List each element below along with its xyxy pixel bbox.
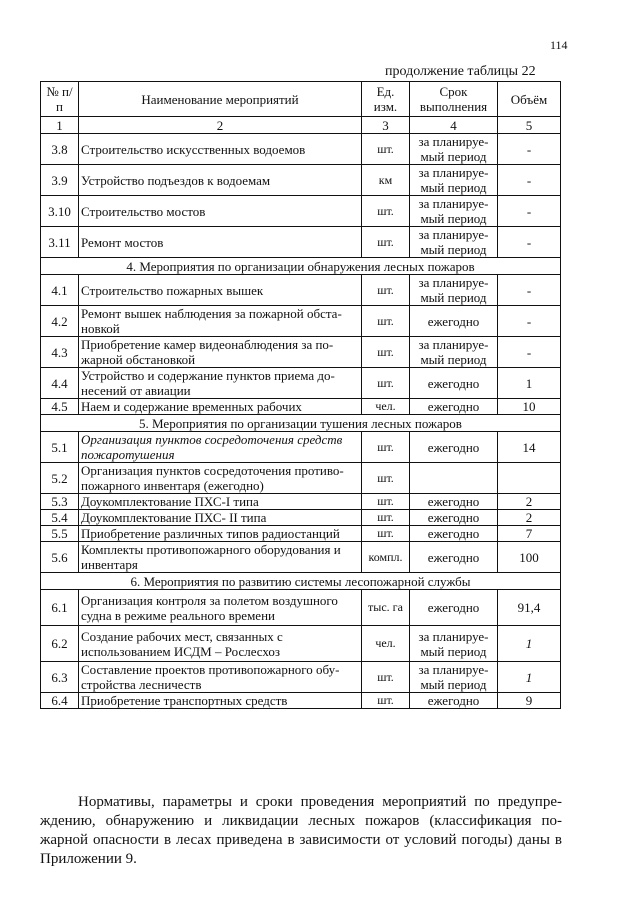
table-row — [41, 306, 561, 337]
table-row — [41, 432, 561, 463]
row-name: Составление проектов противопожарного обу-стройства лесничеств — [79, 662, 362, 693]
row-name: Устройство подъездов к водоемам — [79, 165, 362, 196]
row-number: 3.8 — [41, 134, 79, 165]
row-unit: шт. — [362, 337, 410, 368]
row-number: 6.1 — [41, 590, 79, 626]
row-volume: 91,4 — [498, 590, 561, 626]
row-name: Организация контроля за полетом воздушного судна в режиме реального времени — [79, 590, 362, 626]
table-row — [41, 399, 561, 415]
row-name: Наем и содержание временных рабочих — [79, 399, 362, 415]
section-heading: 6. Мероприятия по развитию системы лесопожарной службы — [41, 573, 561, 590]
row-number: 5.6 — [41, 542, 79, 573]
table-row — [41, 227, 561, 258]
header-name: Наименование мероприятий — [79, 82, 362, 117]
table-row — [41, 368, 561, 399]
row-unit: шт. — [362, 693, 410, 709]
row-number: 6.2 — [41, 626, 79, 662]
section-heading-row — [41, 573, 561, 590]
row-volume: - — [498, 196, 561, 227]
column-index: 5 — [498, 117, 561, 134]
header-unit: Ед. изм. — [362, 82, 410, 117]
row-term: ежегодно — [410, 432, 498, 463]
table-row — [41, 510, 561, 526]
row-volume: 7 — [498, 526, 561, 542]
row-unit: шт. — [362, 662, 410, 693]
table-row — [41, 662, 561, 693]
row-volume: 9 — [498, 693, 561, 709]
row-name: Организация пунктов сосредоточения противо-пожарного инвентаря (ежегодно) — [79, 463, 362, 494]
row-unit: шт. — [362, 306, 410, 337]
row-unit: шт. — [362, 196, 410, 227]
table-row — [41, 693, 561, 709]
table-row — [41, 275, 561, 306]
row-number: 5.4 — [41, 510, 79, 526]
row-unit: шт. — [362, 368, 410, 399]
row-name: Ремонт мостов — [79, 227, 362, 258]
table-row — [41, 165, 561, 196]
row-volume: 100 — [498, 542, 561, 573]
row-term: ежегодно — [410, 542, 498, 573]
row-name: Создание рабочих мест, связанных с использованием ИСДМ – Рослесхоз — [79, 626, 362, 662]
row-unit: шт. — [362, 463, 410, 494]
header-num: № п/п — [41, 82, 79, 117]
row-number: 5.1 — [41, 432, 79, 463]
row-name: Доукомплектование ПХС- II типа — [79, 510, 362, 526]
row-volume: 1 — [498, 626, 561, 662]
row-term — [410, 463, 498, 494]
row-volume: - — [498, 134, 561, 165]
page-number: 114 — [550, 38, 568, 52]
row-name: Комплекты противопожарного оборудования и инвентаря — [79, 542, 362, 573]
row-volume: 2 — [498, 510, 561, 526]
row-number: 3.11 — [41, 227, 79, 258]
table-row — [41, 626, 561, 662]
row-volume: 1 — [498, 368, 561, 399]
row-term: ежегодно — [410, 693, 498, 709]
row-name: Устройство и содержание пунктов приема до-несений от авиации — [79, 368, 362, 399]
row-term: за планируе-мый период — [410, 165, 498, 196]
row-term: за планируе-мый период — [410, 227, 498, 258]
table-continuation-caption: продолжение таблицы 22 — [385, 64, 536, 79]
row-name: Приобретение различных типов радиостанций — [79, 526, 362, 542]
footer-paragraph: Нормативы, параметры и сроки проведения мероприятий по предупре-ждению, обнаружению и ликвидации лесных пожаров (классификация по-жарной опасности в лесах приведена в зависимости от условий погоды) даны в Приложении 9. — [40, 794, 562, 867]
row-term: ежегодно — [410, 494, 498, 510]
row-name: Приобретение транспортных средств — [79, 693, 362, 709]
header-volume: Объём — [498, 82, 561, 117]
row-number: 6.3 — [41, 662, 79, 693]
table-row — [41, 526, 561, 542]
table-row — [41, 463, 561, 494]
row-term: за планируе-мый период — [410, 134, 498, 165]
row-name: Приобретение камер видеонаблюдения за по-жарной обстановкой — [79, 337, 362, 368]
measures-table — [40, 81, 561, 709]
table-row — [41, 590, 561, 626]
row-volume: 14 — [498, 432, 561, 463]
row-name: Строительство мостов — [79, 196, 362, 227]
row-unit: шт. — [362, 494, 410, 510]
row-number: 3.10 — [41, 196, 79, 227]
row-term: ежегодно — [410, 590, 498, 626]
table-row — [41, 196, 561, 227]
table-row — [41, 494, 561, 510]
row-name: Организация пунктов сосредоточения средств пожаротушения — [79, 432, 362, 463]
row-term: ежегодно — [410, 510, 498, 526]
row-number: 5.3 — [41, 494, 79, 510]
row-unit: шт. — [362, 227, 410, 258]
row-name: Строительство пожарных вышек — [79, 275, 362, 306]
row-term: ежегодно — [410, 368, 498, 399]
section-heading: 4. Мероприятия по организации обнаружения лесных пожаров — [41, 258, 561, 275]
row-unit: шт. — [362, 432, 410, 463]
row-number: 4.3 — [41, 337, 79, 368]
row-number: 4.5 — [41, 399, 79, 415]
row-number: 5.5 — [41, 526, 79, 542]
row-term: за планируе-мый период — [410, 662, 498, 693]
row-unit: км — [362, 165, 410, 196]
column-index: 2 — [79, 117, 362, 134]
row-volume: 1 — [498, 662, 561, 693]
row-number: 4.2 — [41, 306, 79, 337]
row-volume: - — [498, 165, 561, 196]
row-term: ежегодно — [410, 306, 498, 337]
row-unit: шт. — [362, 526, 410, 542]
row-volume — [498, 463, 561, 494]
row-volume: - — [498, 275, 561, 306]
row-name: Доукомплектование ПХС-I типа — [79, 494, 362, 510]
column-index: 1 — [41, 117, 79, 134]
row-volume: - — [498, 306, 561, 337]
table-header-row — [41, 82, 561, 117]
row-number: 5.2 — [41, 463, 79, 494]
column-index: 4 — [410, 117, 498, 134]
table-row — [41, 134, 561, 165]
row-name: Ремонт вышек наблюдения за пожарной обста-новкой — [79, 306, 362, 337]
column-index-row — [41, 117, 561, 134]
row-term: за планируе-мый период — [410, 337, 498, 368]
row-term: за планируе-мый период — [410, 196, 498, 227]
table-row — [41, 337, 561, 368]
table-row — [41, 542, 561, 573]
section-heading-row — [41, 415, 561, 432]
row-term: ежегодно — [410, 526, 498, 542]
row-number: 6.4 — [41, 693, 79, 709]
row-name: Строительство искусственных водоемов — [79, 134, 362, 165]
column-index: 3 — [362, 117, 410, 134]
row-unit: шт. — [362, 510, 410, 526]
row-term: за планируе-мый период — [410, 626, 498, 662]
row-unit: чел. — [362, 626, 410, 662]
row-volume: 2 — [498, 494, 561, 510]
row-number: 3.9 — [41, 165, 79, 196]
row-unit: чел. — [362, 399, 410, 415]
header-term: Срок выполнения — [410, 82, 498, 117]
row-unit: шт. — [362, 134, 410, 165]
row-volume: - — [498, 227, 561, 258]
row-number: 4.4 — [41, 368, 79, 399]
row-unit: тыс. га — [362, 590, 410, 626]
row-unit: шт. — [362, 275, 410, 306]
row-term: ежегодно — [410, 399, 498, 415]
row-term: за планируе-мый период — [410, 275, 498, 306]
section-heading: 5. Мероприятия по организации тушения лесных пожаров — [41, 415, 561, 432]
row-number: 4.1 — [41, 275, 79, 306]
row-volume: 10 — [498, 399, 561, 415]
section-heading-row — [41, 258, 561, 275]
row-unit: компл. — [362, 542, 410, 573]
row-volume: - — [498, 337, 561, 368]
